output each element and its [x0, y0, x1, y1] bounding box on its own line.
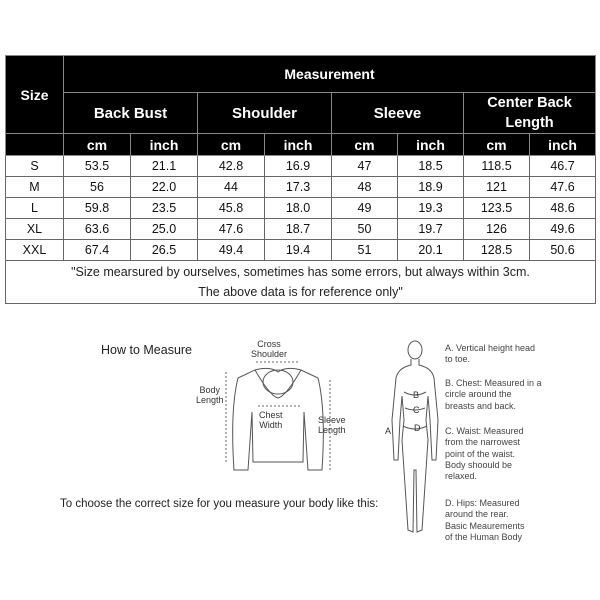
marker-a: A [385, 426, 392, 436]
value-cell: 45.8 [198, 198, 265, 219]
note-c: C. Waist: Measured from the narrowest point of the waist. Body shoould be relaxed. [445, 426, 524, 482]
back-bust-header: Back Bust [64, 93, 198, 134]
value-cell: 49 [332, 198, 398, 219]
value-cell: 50.6 [530, 240, 596, 261]
unit-header: inch [398, 134, 464, 156]
note-a: A. Vertical height head to toe. [445, 343, 536, 365]
sleeve-header: Sleeve [332, 93, 464, 134]
value-cell: 63.6 [64, 219, 131, 240]
value-cell: 20.1 [398, 240, 464, 261]
value-cell: 49.6 [530, 219, 596, 240]
size-header: Size [6, 56, 64, 134]
size-cell: XXL [6, 240, 64, 261]
value-cell: 25.0 [131, 219, 198, 240]
size-cell: M [6, 177, 64, 198]
value-cell: 128.5 [464, 240, 530, 261]
value-cell: 56 [64, 177, 131, 198]
chest-width-label: Chest Width [259, 410, 283, 430]
value-cell: 18.9 [398, 177, 464, 198]
value-cell: 18.7 [265, 219, 332, 240]
unit-header: inch [530, 134, 596, 156]
unit-header: cm [198, 134, 265, 156]
unit-header: cm [64, 134, 131, 156]
value-cell: 26.5 [131, 240, 198, 261]
value-cell: 49.4 [198, 240, 265, 261]
value-cell: 123.5 [464, 198, 530, 219]
value-cell: 47.6 [198, 219, 265, 240]
value-cell: 51 [332, 240, 398, 261]
note-b: B. Chest: Measured in a circle around the breasts and back. [445, 378, 542, 411]
value-cell: 19.7 [398, 219, 464, 240]
value-cell: 44 [198, 177, 265, 198]
value-cell: 47.6 [530, 177, 596, 198]
value-cell: 53.5 [64, 156, 131, 177]
value-cell: 59.8 [64, 198, 131, 219]
cross-shoulder-label: Cross Shoulder [251, 339, 288, 359]
value-cell: 121 [464, 177, 530, 198]
value-cell: 50 [332, 219, 398, 240]
marker-c: C [413, 405, 420, 415]
sleeve-length-label: Sleeve Length [318, 415, 346, 435]
value-cell: 16.9 [265, 156, 332, 177]
size-cell: S [6, 156, 64, 177]
size-cell: L [6, 198, 64, 219]
value-cell: 18.0 [265, 198, 332, 219]
body-length-label: Body Length [196, 385, 224, 405]
note-d: D. Hips: Measured around the rear. Basic Meaurements of the Human Body [445, 498, 525, 542]
shoulder-header: Shoulder [198, 93, 332, 134]
value-cell: 42.8 [198, 156, 265, 177]
marker-b: B [413, 390, 420, 400]
value-cell: 67.4 [64, 240, 131, 261]
measurement-header: Measurement [64, 56, 596, 93]
unit-header: inch [265, 134, 332, 156]
value-cell: 48.6 [530, 198, 596, 219]
value-cell: 126 [464, 219, 530, 240]
note-line-1: "Size mearsured by ourselves, sometimes has some errors, but always within 3cm. [71, 265, 530, 279]
value-cell: 48 [332, 177, 398, 198]
value-cell: 19.3 [398, 198, 464, 219]
unit-header: inch [131, 134, 198, 156]
value-cell: 23.5 [131, 198, 198, 219]
value-cell: 22.0 [131, 177, 198, 198]
human-body-icon [392, 341, 438, 532]
value-cell: 17.3 [265, 177, 332, 198]
unit-header: cm [332, 134, 398, 156]
value-cell: 46.7 [530, 156, 596, 177]
choose-size-text: To choose the correct size for you measure your body like this: [60, 498, 379, 510]
value-cell: 19.4 [265, 240, 332, 261]
marker-d: D [414, 423, 421, 433]
center-back-length-header: Center Back Length [464, 93, 596, 134]
value-cell: 118.5 [464, 156, 530, 177]
how-to-measure-title: How to Measure [101, 343, 193, 357]
value-cell: 18.5 [398, 156, 464, 177]
size-cell: XL [6, 219, 64, 240]
value-cell: 47 [332, 156, 398, 177]
note-line-2: The above data is for reference only" [198, 285, 403, 299]
value-cell: 21.1 [131, 156, 198, 177]
unit-header: cm [464, 134, 530, 156]
